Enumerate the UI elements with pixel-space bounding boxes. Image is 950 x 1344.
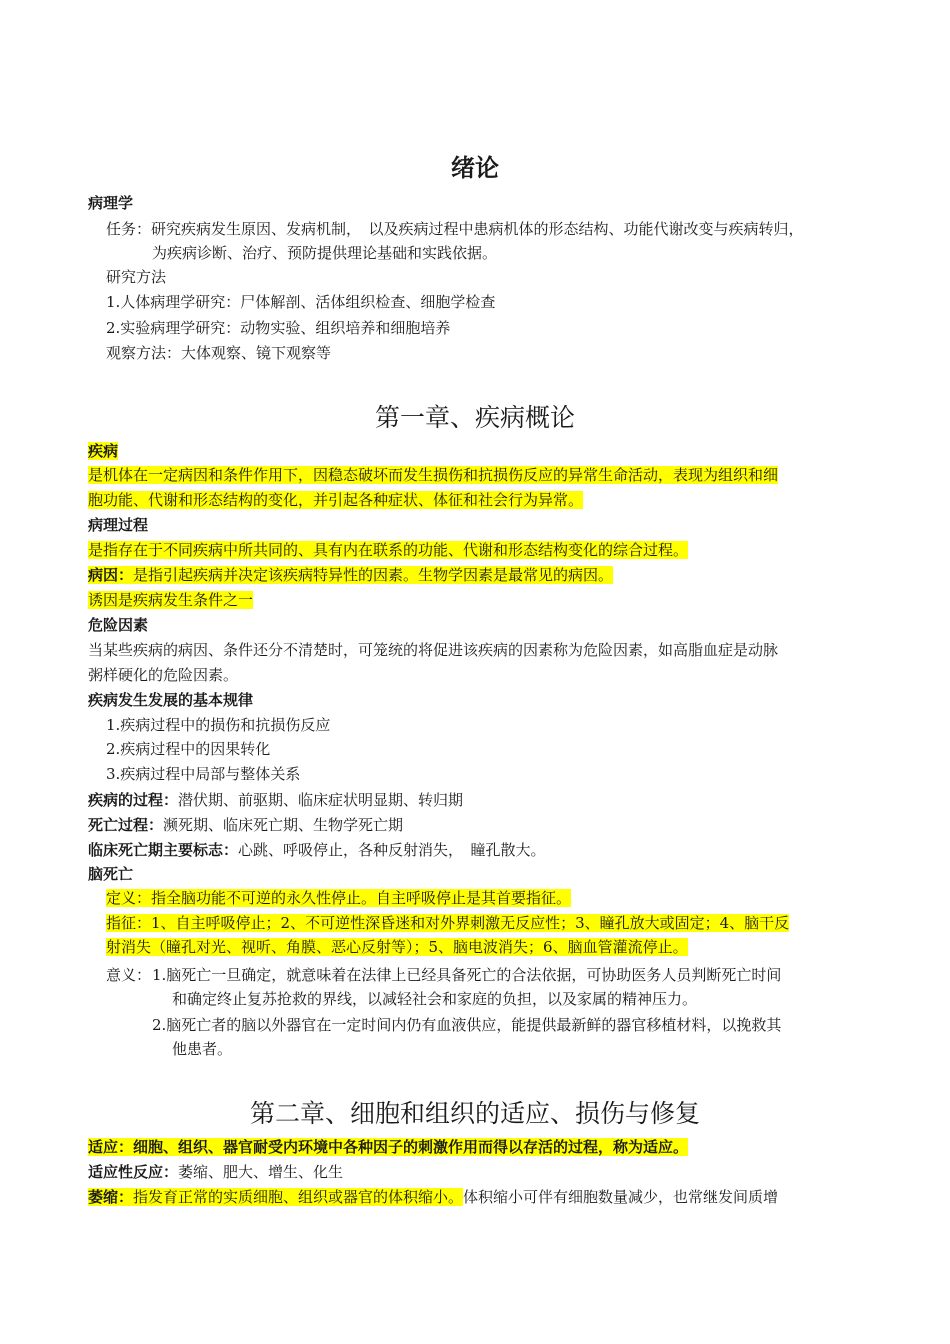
meaning-2-line-1: 2.脑死亡者的脑以外器官在一定时间内仍有血液供应，能提供最新鲜的器官移植材料，以挽救其 (152, 1016, 782, 1034)
brain-death-signs-line-2: 射消失（瞳孔对光、视听、角膜、恶心反射等）；5、脑电波消失；6、脑血管灌流停止。 (106, 938, 688, 956)
course-text: 潜伏期、前驱期、临床症状明显期、转归期 (178, 791, 464, 809)
pathology-heading: 病理学 (88, 194, 134, 212)
meaning-label: 意义： (106, 966, 152, 984)
observe-methods: 观察方法：大体观察、镜下观察等 (106, 344, 332, 362)
law-2: 2.疾病过程中的因果转化 (106, 740, 271, 758)
death-line (88, 814, 403, 836)
brain-death-signs-line-1: 指征：1、自主呼吸停止；2、不可逆性深昏迷和对外界刺激无反应性；3、瞳孔放大或固定；4、脑干反 (106, 914, 790, 932)
brain-death-definition: 定义：指全脑功能不可逆的永久性停止。自主呼吸停止是其首要指征。 (106, 889, 572, 907)
atrophy-rest: 体积缩小可伴有细胞数量减少，也常继发间质增 (463, 1188, 779, 1206)
task-line-2: 为疾病诊断、治疗、预防提供理论基础和实践依据。 (152, 244, 498, 262)
course-label: 疾病的过程： (88, 791, 179, 809)
method-1: 1.人体病理学研究：尸体解剖、活体组织检查、细胞学检查 (106, 293, 496, 311)
disease-def-line-1: 是机体在一定病因和条件作用下，因稳态破坏而发生损伤和抗损伤反应的异常生命活动，表现为组织和细 (88, 466, 779, 484)
adaptive-reaction-label: 适应性反应： (88, 1163, 179, 1181)
disease-def-line-2: 胞功能、代谢和形态结构的变化，并引起各种症状、体征和社会行为异常。 (88, 491, 584, 509)
death-text: 濒死期、临床死亡期、生物学死亡期 (163, 816, 404, 834)
atrophy-def: 指发育正常的实质细胞、组织或器官的体积缩小。 (133, 1188, 464, 1206)
atrophy-label: 萎缩： (88, 1188, 134, 1206)
course-line (88, 789, 463, 811)
clinical-line (88, 839, 546, 861)
methods-label: 研究方法 (106, 268, 167, 286)
death-label: 死亡过程： (88, 816, 164, 834)
task-text-1: 研究疾病发生原因、发病机制， 以及疾病过程中患病机体的形态结构、功能代谢改变与疾病转归， (151, 220, 804, 238)
law-3: 3.疾病过程中局部与整体关系 (106, 765, 301, 783)
risk-line-1: 当某些疾病的病因、条件还分不清楚时，可笼统的将促进该疾病的因素称为危险因素，如高脂血症是动脉 (88, 641, 779, 659)
process-def: 是指存在于不同疾病中所共同的、具有内在联系的功能、代谢和形态结构变化的综合过程。 (88, 541, 689, 559)
intro-title: 绪论 (451, 154, 499, 182)
clinical-text: 心跳、呼吸停止，各种反射消失， 瞳孔散大。 (238, 841, 546, 859)
meaning-2-line-2: 他患者。 (172, 1040, 233, 1058)
adaptation-def: 适应：细胞、组织、器官耐受内环境中各种因子的刺激作用而得以存活的过程，称为适应。 (88, 1138, 689, 1156)
law-1: 1.疾病过程中的损伤和抗损伤反应 (106, 716, 331, 734)
adaptive-reaction-text: 萎缩、肥大、增生、化生 (178, 1163, 344, 1181)
inducer-text: 诱因是疾病发生条件之一 (88, 591, 254, 609)
adaptive-reaction-line (88, 1161, 343, 1183)
method-2: 2.实验病理学研究：动物实验、组织培养和细胞培养 (106, 319, 451, 337)
meaning-1-line-1: 1.脑死亡一旦确定，就意味着在法律上已经具备死亡的合法依据，可协助医务人员判断死亡时间 (152, 966, 782, 984)
risk-heading: 危险因素 (88, 616, 149, 634)
clinical-label: 临床死亡期主要标志： (88, 841, 239, 859)
cause-def: 是指引起疾病并决定该疾病特异性的因素。生物学因素是最常见的病因。 (133, 566, 614, 584)
task-line-1 (106, 218, 804, 240)
cause-label: 病因： (88, 566, 134, 584)
atrophy-line (88, 1186, 778, 1208)
disease-heading: 疾病 (88, 442, 119, 460)
law-heading: 疾病发生发展的基本规律 (88, 691, 254, 709)
task-label: 任务： (106, 220, 152, 238)
brain-death-heading: 脑死亡 (88, 865, 134, 883)
process-heading: 病理过程 (88, 516, 149, 534)
risk-line-2: 粥样硬化的危险因素。 (88, 666, 239, 684)
meaning-1-line-2: 和确定终止复苏抢救的界线，以减轻社会和家庭的负担，以及家属的精神压力。 (172, 990, 698, 1008)
chapter2-title: 第二章、细胞和组织的适应、损伤与修复 (249, 1099, 700, 1128)
chapter1-title: 第一章、疾病概论 (374, 403, 575, 432)
